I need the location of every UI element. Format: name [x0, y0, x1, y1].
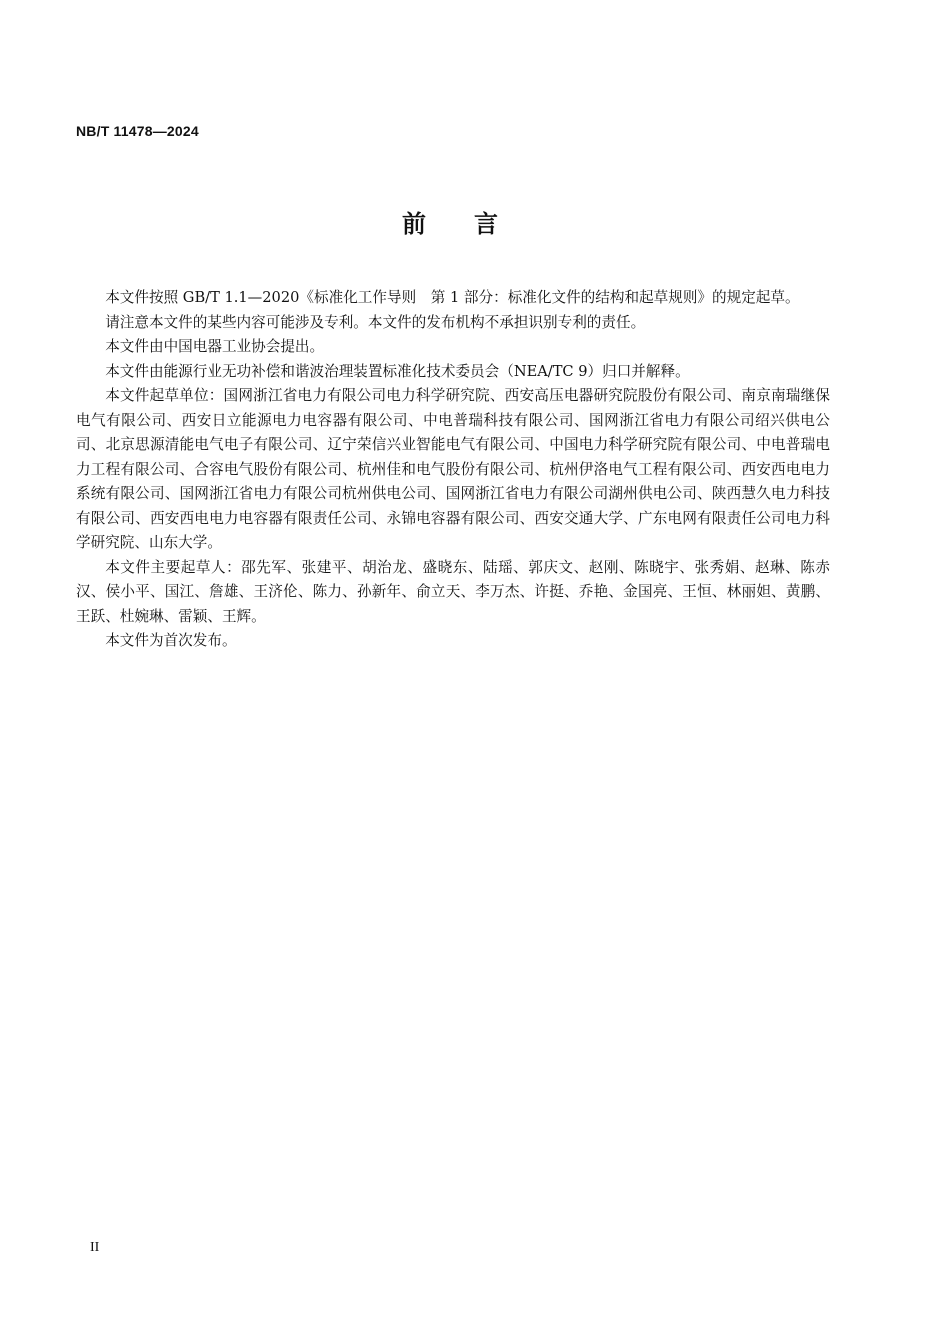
- page-title: 前言: [402, 210, 546, 238]
- standard-number: NB/T 11478—2024: [76, 123, 199, 139]
- foreword-body: [76, 286, 830, 654]
- paragraph-proposed-by: 本文件由中国电器工业协会提出。: [105, 338, 325, 355]
- paragraph-technical-committee: 本文件由能源行业无功补偿和谐波治理装置标准化技术委员会（NEA/TC 9）归口并解释。: [105, 362, 690, 380]
- page-number: II: [90, 1240, 100, 1255]
- paragraph-main-drafters: 本文件主要起草人：邵先军、张建平、胡治龙、盛晓东、陆瑶、郭庆文、赵刚、陈晓宇、张秀娟、赵琳、陈赤汉、侯小平、国江、詹雄、王济伦、陈力、孙新年、俞立天、李万杰、许挺、乔艳、金国亮、王恒、林丽妲、黄鹏、王跃、杜婉琳、雷颖、王辉。: [76, 558, 830, 625]
- paragraph-patent-notice: 请注意本文件的某些内容可能涉及专利。本文件的发布机构不承担识别专利的责任。: [105, 313, 646, 331]
- paragraph-drafting-organizations: 本文件起草单位：国网浙江省电力有限公司电力科学研究院、西安高压电器研究院股份有限公司、南京南瑞继保电气有限公司、西安日立能源电力电容器有限公司、中电普瑞科技有限公司、国网浙江省电力有限公司绍兴供电公司、北京思源清能电气电子有限公司、辽宁荣信兴业智能电气有限公司、中国电力科学研究院有限公司、中电普瑞电力工程有限公司、合容电气股份有限公司、杭州佳和电气股份有限公司、杭州伊洛电气工程有限公司、西安西电电力系统有限公司、国网浙江省电力有限公司杭州供电公司、国网浙江省电力有限公司湖州供电公司、陕西慧久电力科技有限公司、西安西电电力电容器有限责任公司、永锦电容器有限公司、西安交通大学、广东电网有限责任公司电力科学研究院、山东大学。: [76, 387, 830, 551]
- paragraph-first-edition: 本文件为首次发布。: [105, 632, 237, 649]
- paragraph-drafting-rules: 本文件按照 GB/T 1.1—2020《标准化工作导则 第 1 部分：标准化文件的结构和起草规则》的规定起草。: [105, 289, 800, 306]
